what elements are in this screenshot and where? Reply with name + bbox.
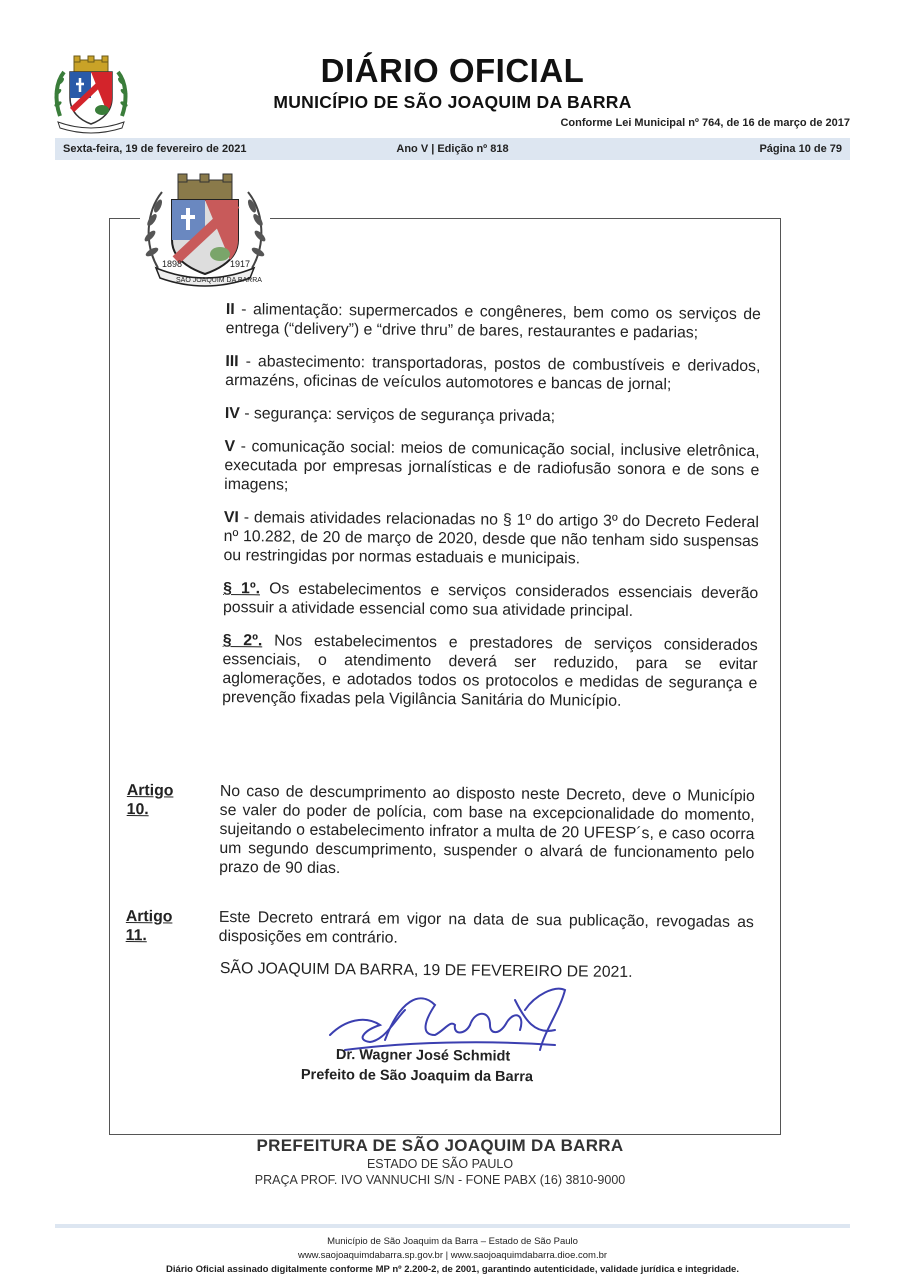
letterhead-state: ESTADO DE SÃO PAULO [366,1157,514,1171]
decree-body [222,300,761,726]
article-label: Artigo 10. [126,781,174,819]
item-text: - demais atividades relacionadas no § 1º do artigo 3º do Decreto Federal nº 10.282, de 20 de março de 2020, desde que não tenham sido suspensas ou restringidas por normas estaduais e municipais. [223,509,759,568]
list-item [226,300,761,343]
item-label: VI [223,508,239,527]
law-reference: Conforme Lei Municipal nº 764, de 16 de março de 2017 [560,117,850,129]
crest-year-right: 1917 [230,259,251,269]
scanned-crest-logo [140,172,270,292]
list-item [225,404,760,428]
crest-ribbon-text: SÃO JOAQUIM DA BARRA [176,277,262,284]
item-text: - alimentação: supermercados e congêneres, bem como os serviços de entrega (“delivery”) e “drive thru” de bares, restaurantes e padarias; [225,301,761,342]
article-label: Artigo 11. [125,907,173,945]
letterhead-address: PRAÇA PROF. IVO VANNUCHI S/N - FONE PABX (16) 3810-9000 [254,1173,626,1187]
item-label: V [224,437,236,456]
list-item [223,508,759,570]
edition-number: Ano V | Edição nº 818 [396,143,509,155]
footer-divider [55,1224,850,1228]
signer-name: Dr. Wagner José Schmidt [335,1047,511,1065]
publication-date: Sexta-feira, 19 de fevereiro de 2021 [63,143,247,155]
paragraph-1 [223,579,758,622]
letterhead-name: PREFEITURA DE SÃO JOAQUIM DA BARRA [256,1136,624,1155]
list-item [225,352,760,395]
signer-role: Prefeito de São Joaquim da Barra [300,1067,534,1086]
paragraph-text: Nos estabelecimentos e prestadores de serviços considerados essenciais, o atendimento deverá ser reduzido, para se evitar aglomerações, e adotados todos os protocolos e medidas de segurança e prevenção fixadas pela Vigilância Sanitária do Município. [222,632,758,710]
footer-certification: Diário Oficial assinado digitalmente conforme MP nº 2.200-2, de 2001, garantindo autenticidade, validade jurídica e integridade. [166,1264,739,1275]
footer-municipality: Município de São Joaquim da Barra – Estado de São Paulo [327,1236,578,1247]
paragraph-2 [222,631,758,712]
item-text: - abastecimento: transportadoras, postos de combustíveis e derivados, armazéns, oficinas de veículos automotores e bancas de jornal; [225,353,761,394]
paragraph-text: Os estabelecimentos e serviços considerados essenciais deverão possuir a atividade essencial como sua atividade principal. [222,580,759,620]
edition-info-bar [55,138,850,160]
item-text: - comunicação social: meios de comunicação social, inclusive eletrônica, executada por empresas jornalísticas e de radiofusão sonora e de sons e imagens; [224,438,760,494]
list-item [224,437,760,499]
page-number: Página 10 de 79 [759,143,842,155]
closing-date-line: SÃO JOAQUIM DA BARRA, 19 DE FEVEREIRO DE 2021. [219,960,633,981]
page-title: DIÁRIO OFICIAL [320,52,585,89]
paragraph-label: § 1º. [223,579,261,598]
footer-websites: www.saojoaquimdabarra.sp.gov.br | www.saojoaquimdabarra.dioe.com.br [297,1250,608,1261]
article-text: No caso de descumprimento ao disposto neste Decreto, deve o Município se valer do poder de polícia, com base na excepcionalidade do momento, sujeitando o estabelecimento infrator a multa de 20 UFESP´s, e caso ocorra um segundo descumprimento, suspender o alvará de funcionamento pelo prazo de 90 dias. [219,782,755,878]
article-text: Este Decreto entrará em vigor na data de sua publicação, revogadas as disposições em contrário. [218,908,754,947]
item-label: IV [224,404,240,423]
item-label: II [225,300,235,319]
item-label: III [225,352,239,371]
paragraph-label: § 2º. [222,631,263,650]
page-subtitle: MUNICÍPIO DE SÃO JOAQUIM DA BARRA [273,92,632,112]
crest-year-left: 1898 [162,259,183,269]
item-text: - segurança: serviços de segurança privada; [239,405,556,426]
